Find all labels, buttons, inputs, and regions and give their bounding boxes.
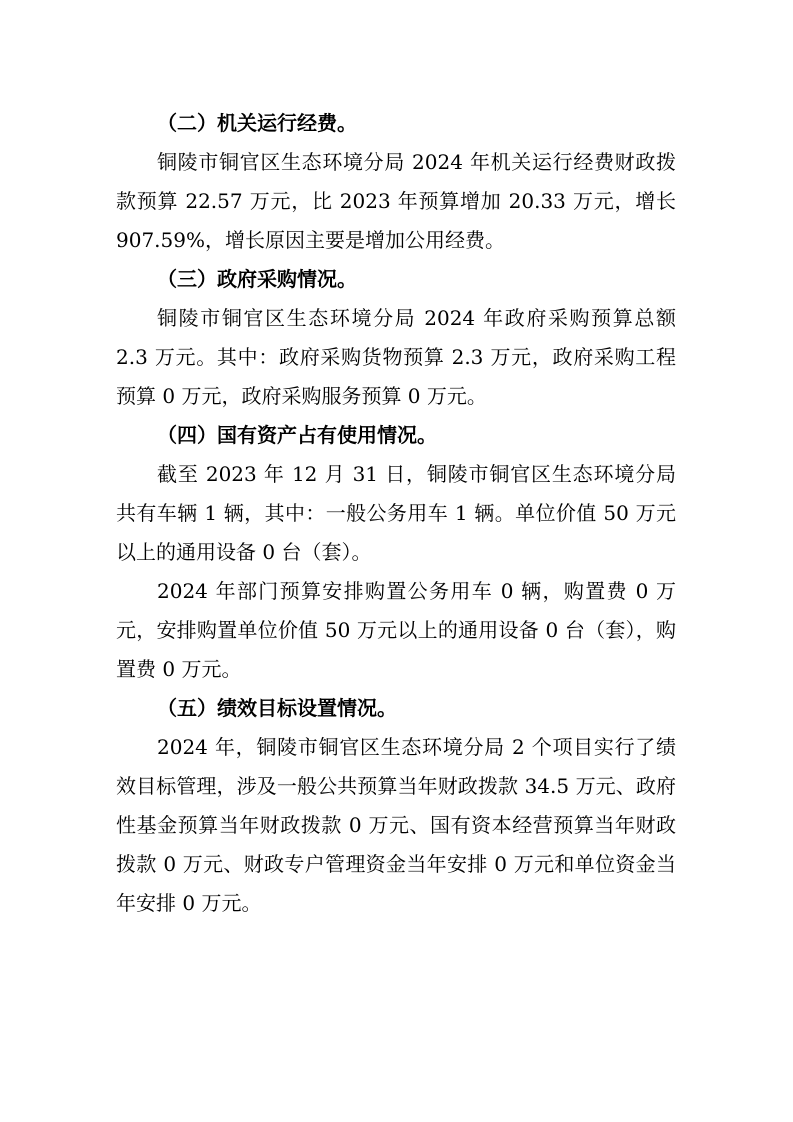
paragraph-state-assets-vehicles: 截至 2023 年 12 月 31 日，铜陵市铜官区生态环境分局共有车辆 1 辆，其中：一般公务用车 1 辆。单位价值 50 万元以上的通用设备 0 台（套）。 bbox=[116, 462, 676, 564]
section-heading-procurement: （三）政府采购情况。 bbox=[157, 267, 357, 291]
paragraph-state-assets-purchase: 2024 年部门预算安排购置公务用车 0 辆，购置费 0 万元，安排购置单位价值 50 万元以上的通用设备 0 台（套），购置费 0 万元。 bbox=[116, 579, 676, 681]
section-heading-state-assets: （四）国有资产占有使用情况。 bbox=[157, 423, 437, 447]
section-heading-performance-targets: （五）绩效目标设置情况。 bbox=[157, 696, 397, 720]
paragraph-procurement: 铜陵市铜官区生态环境分局 2024 年政府采购预算总额 2.3 万元。其中：政府采购货物预算 2.3 万元，政府采购工程预算 0 万元，政府采购服务预算 0 万元。 bbox=[116, 306, 676, 408]
document-body bbox=[116, 104, 676, 923]
section-heading-operating-costs: （二）机关运行经费。 bbox=[157, 111, 357, 135]
paragraph-performance-targets: 2024 年，铜陵市铜官区生态环境分局 2 个项目实行了绩效目标管理，涉及一般公共预算当年财政拨款 34.5 万元、政府性基金预算当年财政拨款 0 万元、国有资本经营预算当年财政拨款 0 万元、财政专户管理资金当年安排 0 万元和单位资金当年安排 0 万元。 bbox=[116, 735, 676, 915]
paragraph-operating-costs: 铜陵市铜官区生态环境分局 2024 年机关运行经费财政拨款预算 22.57 万元，比 2023 年预算增加 20.33 万元，增长 907.59%，增长原因主要是增加公用经费。 bbox=[116, 150, 676, 252]
